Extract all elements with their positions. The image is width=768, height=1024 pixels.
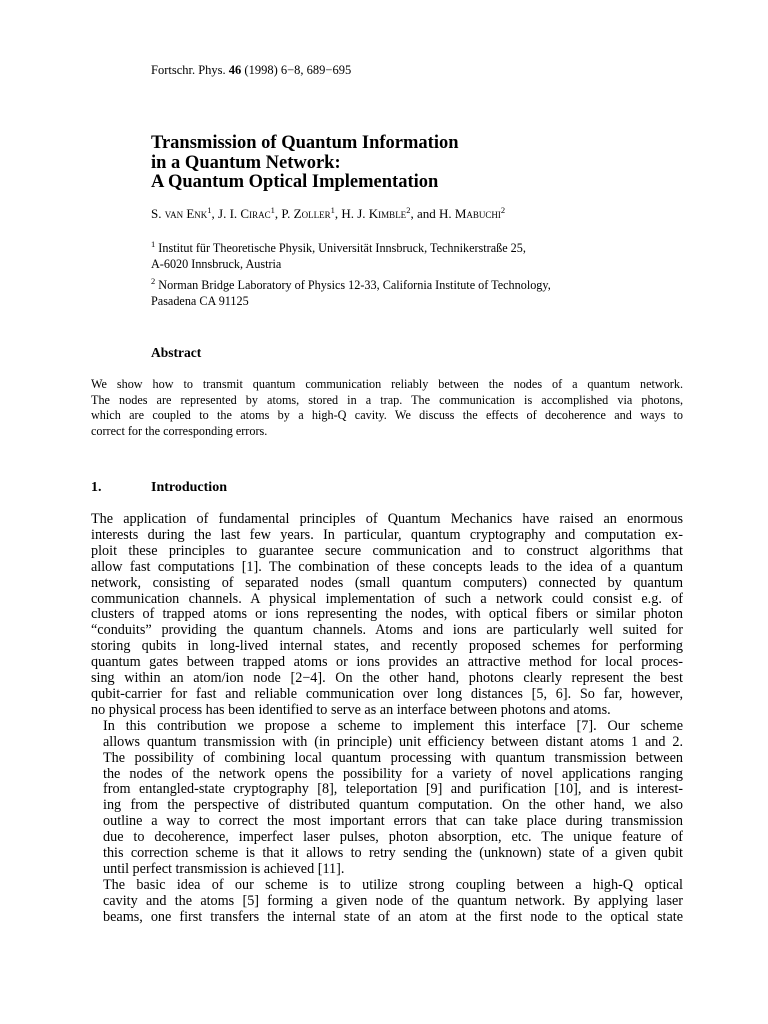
abstract-line: We show how to transmit quantum communication reliably between the nodes of a quantum network. [91, 377, 683, 391]
body-line: The possibility of combining local quantum processing with quantum transmission between [103, 749, 683, 766]
body-line: allow fast computations [1]. The combination of these concepts leads to the idea of a quantum [91, 558, 683, 575]
abstract-heading: Abstract [151, 345, 202, 360]
section-title: Introduction [151, 480, 227, 495]
body-line: network, consisting of separated nodes (small quantum computers) connected by quantum [91, 574, 683, 591]
body-paragraph [91, 719, 683, 878]
journal-citation [151, 63, 351, 78]
body-line: communication channels. A physical implementation of such a network could consist e.g. of [91, 590, 683, 607]
body-line: sing within an atom/ion node [2−4]. On the other hand, photons clearly represent the best [91, 670, 683, 687]
author: P. Zoller$^1$, [281, 205, 342, 221]
body-line: ploit these principles to guarantee secure communication and to construct algorithms that [91, 542, 683, 559]
body-line: The basic idea of our scheme is to utilize strong coupling between a high-Q optical [103, 876, 683, 893]
body-line: outline a way to correct the most important errors that can take place during transmission [103, 813, 683, 830]
body-line: cavity and the atoms [5] forming a given node of the quantum network. By applying laser [103, 892, 683, 909]
title-line: in a Quantum Network: [151, 152, 341, 173]
body-paragraph [91, 878, 683, 926]
journal-volume: 46 [228, 63, 242, 77]
body-line: quantum gates between trapped atoms or ions provides an attractive method for local proces- [91, 654, 683, 671]
author: H. J. Kimble$^2$, and [341, 205, 439, 221]
body-paragraph [91, 512, 683, 719]
body-line: this correction scheme is that it allows to retry sending the (unknown) state of a given qubit [103, 845, 683, 862]
body-line: beams, one first transfers the internal state of an atom at the first node to the optical state [103, 908, 683, 925]
body-line: “conduits” providing the quantum channels. Atoms and ions are particularly well suited for [91, 622, 683, 639]
journal-prefix: Fortschr. Phys. [151, 63, 229, 77]
paper-title [151, 134, 711, 193]
title-line: Transmission of Quantum Information [151, 133, 459, 153]
abstract-line: correct for the corresponding errors. [91, 423, 268, 438]
journal-suffix: (1998) 6−8, 689−695 [241, 63, 352, 77]
body-line: clusters of trapped atoms or ions representing the nodes, with optical fibers or similar photon [91, 606, 683, 623]
title-line: A Quantum Optical Implementation [151, 172, 439, 192]
body-line: interests during the last few years. In particular, quantum cryptography and computation ex- [91, 526, 683, 543]
affiliation-2: $^2$ Norman Bridge Laboratory of Physics 12-33, California Institute of Technology, Pasadena CA 91125 [151, 276, 551, 308]
body-line: storing qubits in long-lived internal states, and recently proposed schemes for performing [91, 638, 683, 655]
author-list [151, 205, 505, 222]
body-line: from entangled-state cryptography [8], teleportation [9] and purification [10], and is interest- [103, 781, 683, 798]
body-line: no physical process has been identified to serve as an interface between photons and atoms. [91, 701, 611, 718]
body-line: allows quantum transmission with (in principle) unit efficiency between distant atoms 1 and 2. [103, 733, 683, 750]
body-line: due to decoherence, imperfect laser pulses, photon absorption, etc. The unique feature of [103, 829, 683, 846]
body-line: qubit-carrier for fast and reliable communication over long distances [5, 6]. So far, however, [91, 685, 683, 702]
body-line: The application of fundamental principles of Quantum Mechanics have raised an enormous [91, 511, 683, 527]
body-text [91, 512, 683, 926]
author: H. Mabuchi$^2$ [438, 205, 506, 221]
abstract-line: which are coupled to the atoms by a high-Q cavity. We discuss the effects of decoherence and ways to [91, 408, 683, 423]
body-line: until perfect transmission is achieved [11]. [103, 860, 345, 877]
section-number: 1. [91, 480, 102, 495]
author: J. I. Cirac$^1$, [218, 205, 282, 221]
abstract-text [91, 377, 683, 439]
author: S. van Enk$^1$, [151, 205, 219, 221]
body-line: ing from the perspective of distributed quantum computation. On the other hand, we also [103, 797, 683, 814]
affiliation-1: $^1$ Institut für Theoretische Physik, Universität Innsbruck, Technikerstraße 25, A-6020 Innsbruck, Austria [151, 239, 526, 271]
abstract-line: The nodes are represented by atoms, stored in a trap. The communication is accomplished via photons, [91, 392, 683, 407]
body-line: the nodes of the network opens the possibility for a variety of novel applications ranging [103, 765, 683, 782]
body-line: In this contribution we propose a scheme to implement this interface [7]. Our scheme [103, 717, 683, 734]
